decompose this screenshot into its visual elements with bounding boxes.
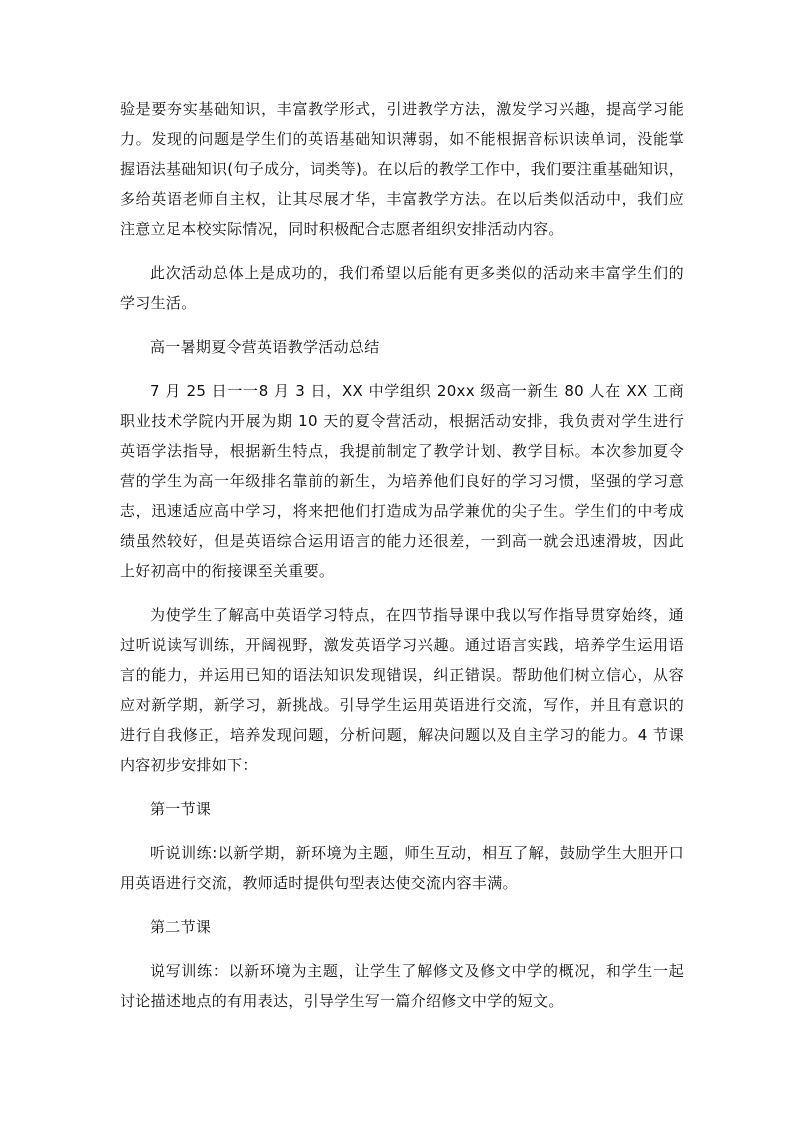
document-body xyxy=(120,94,684,1030)
para-teaching-plan: 为使学生了解高中英语学习特点，在四节指导课中我以写作指导贯穿始终，通过听说读写训练，开阔视野，激发英语学习兴趣。通过语言实践，培养学生运用语言的能力，并运用已知的语法知识发现错误，纠正错误。帮助他们树立信心，从容应对新学期，新学习，新挑战。引导学生运用英语进行交流，写作，并且有意识的进行自我修正，培养发现问题，分析问题，解决问题以及自主学习的能力。4 节课内容初步安排如下： xyxy=(120,606,684,774)
para-conclusion: 此次活动总体上是成功的，我们希望以后能有更多类似的活动来丰富学生们的学习生活。 xyxy=(120,264,684,312)
para-camp-intro: 7 月 25 日一一8 月 3 日，XX 中学组织 20xx 级高一新生 80 人在 XX 工商职业技术学院内开展为期 10 天的夏令营活动，根据活动安排，我负责对学生进行英语学法指导，根据新生特点，我提前制定了教学计划、教学目标。本次参加夏令营的学生为高一年级排名靠前的新生，为培养他们良好的学习习惯，坚强的学习意志，迅速适应高中学习，将来把他们打造成为品学兼优的尖子生。学生们的中考成绩虽然较好，但是英语综合运用语言的能力还很差，一到高一就会迅速滑坡，因此上好初高中的衔接课至关重要。 xyxy=(120,382,684,580)
lesson-2-title: 第二节课 xyxy=(150,918,212,936)
lesson-2-content: 说写训练：以新环境为主题，让学生了解修文及修文中学的概况，和学生一起讨论描述地点的有用表达，引导学生写一篇介绍修文中学的短文。 xyxy=(120,962,684,1010)
section-title: 高一暑期夏令营英语教学活动总结 xyxy=(150,338,380,356)
lesson-1-content: 听说训练:以新学期，新环境为主题，师生互动，相互了解，鼓励学生大胆开口用英语进行交流，教师适时提供句型表达使交流内容丰满。 xyxy=(120,844,684,892)
para-continued-summary: 验是要夯实基础知识，丰富教学形式，引进教学方法，激发学习兴趣，提高学习能力。发现的问题是学生们的英语基础知识薄弱，如不能根据音标识读单词，没能掌握语法基础知识(句子成分，词类等)。在以后的教学工作中，我们要注重基础知识，多给英语老师自主权，让其尽展才华，丰富教学方法。在以后类似活动中，我们应注意立足本校实际情况，同时积极配合志愿者组织安排活动内容。 xyxy=(120,100,684,238)
lesson-1-title: 第一节课 xyxy=(150,800,212,818)
